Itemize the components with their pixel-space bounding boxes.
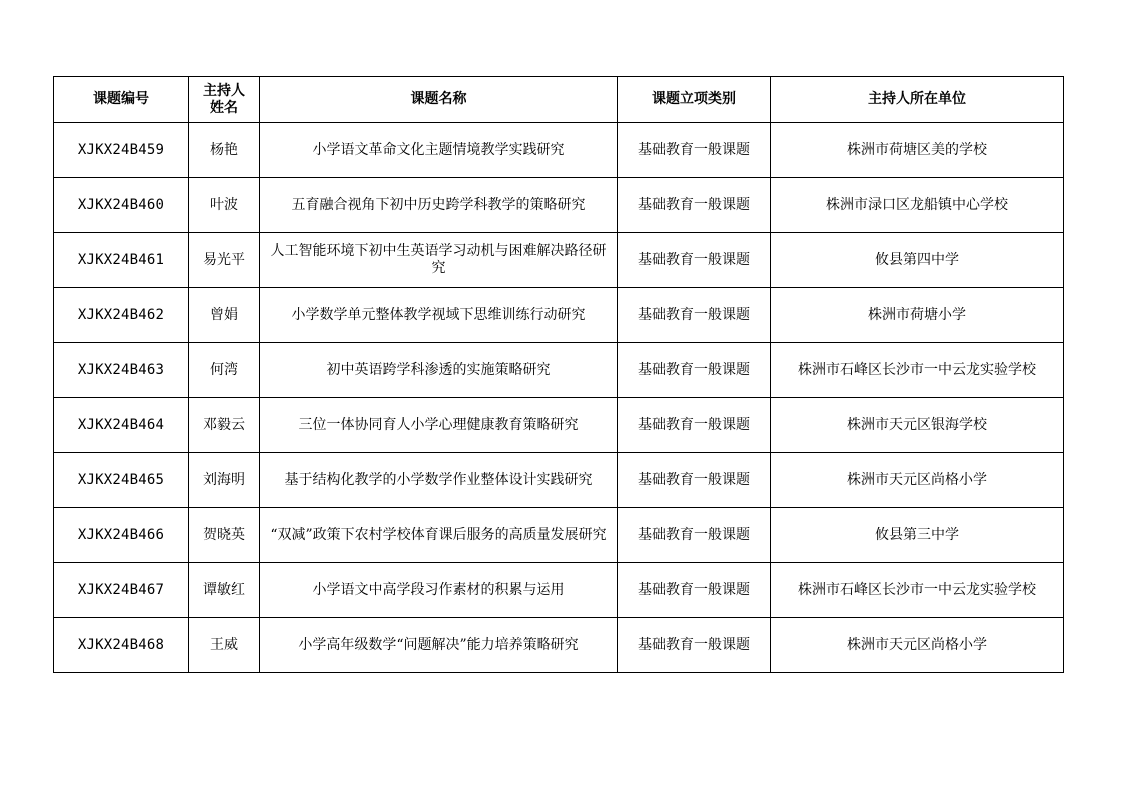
cell-category: 基础教育一般课题 [618, 123, 771, 178]
cell-code: XJKX24B461 [54, 233, 189, 288]
cell-code: XJKX24B463 [54, 343, 189, 398]
cell-host: 杨艳 [189, 123, 260, 178]
cell-unit: 攸县第四中学 [771, 233, 1064, 288]
cell-category: 基础教育一般课题 [618, 563, 771, 618]
cell-category: 基础教育一般课题 [618, 288, 771, 343]
cell-category: 基础教育一般课题 [618, 398, 771, 453]
header-title: 课题名称 [260, 77, 618, 123]
table-row [54, 398, 1064, 453]
cell-title: 小学高年级数学“问题解决”能力培养策略研究 [260, 618, 618, 673]
table-row [54, 178, 1064, 233]
table-row [54, 618, 1064, 673]
table-row [54, 563, 1064, 618]
header-code: 课题编号 [54, 77, 189, 123]
cell-title: 小学数学单元整体教学视域下思维训练行动研究 [260, 288, 618, 343]
cell-unit: 株洲市荷塘小学 [771, 288, 1064, 343]
table-row [54, 288, 1064, 343]
cell-category: 基础教育一般课题 [618, 618, 771, 673]
cell-title: 五育融合视角下初中历史跨学科教学的策略研究 [260, 178, 618, 233]
cell-title: 初中英语跨学科渗透的实施策略研究 [260, 343, 618, 398]
cell-host: 曾娟 [189, 288, 260, 343]
cell-category: 基础教育一般课题 [618, 178, 771, 233]
cell-code: XJKX24B464 [54, 398, 189, 453]
cell-title: 人工智能环境下初中生英语学习动机与困难解决路径研究 [260, 233, 618, 288]
table-body [54, 123, 1064, 673]
project-table [53, 76, 1064, 673]
cell-host: 谭敏红 [189, 563, 260, 618]
cell-host: 何湾 [189, 343, 260, 398]
cell-code: XJKX24B462 [54, 288, 189, 343]
cell-title: “双减”政策下农村学校体育课后服务的高质量发展研究 [260, 508, 618, 563]
cell-category: 基础教育一般课题 [618, 233, 771, 288]
table-row [54, 453, 1064, 508]
cell-category: 基础教育一般课题 [618, 343, 771, 398]
cell-unit: 攸县第三中学 [771, 508, 1064, 563]
cell-host: 易光平 [189, 233, 260, 288]
cell-unit: 株洲市石峰区长沙市一中云龙实验学校 [771, 563, 1064, 618]
cell-host: 王威 [189, 618, 260, 673]
cell-unit: 株洲市天元区尚格小学 [771, 453, 1064, 508]
table-row [54, 123, 1064, 178]
cell-title: 小学语文革命文化主题情境教学实践研究 [260, 123, 618, 178]
cell-code: XJKX24B467 [54, 563, 189, 618]
cell-code: XJKX24B466 [54, 508, 189, 563]
header-row [54, 77, 1064, 123]
header-unit: 主持人所在单位 [771, 77, 1064, 123]
cell-unit: 株洲市天元区尚格小学 [771, 618, 1064, 673]
cell-unit: 株洲市石峰区长沙市一中云龙实验学校 [771, 343, 1064, 398]
cell-code: XJKX24B465 [54, 453, 189, 508]
cell-code: XJKX24B460 [54, 178, 189, 233]
cell-code: XJKX24B468 [54, 618, 189, 673]
header-host-line1: 主持人 [203, 82, 245, 99]
table-row [54, 343, 1064, 398]
cell-category: 基础教育一般课题 [618, 453, 771, 508]
cell-host: 刘海明 [189, 453, 260, 508]
cell-title: 小学语文中高学段习作素材的积累与运用 [260, 563, 618, 618]
cell-unit: 株洲市渌口区龙船镇中心学校 [771, 178, 1064, 233]
cell-unit: 株洲市荷塘区美的学校 [771, 123, 1064, 178]
header-host-line2: 姓名 [210, 99, 238, 116]
cell-host: 邓毅云 [189, 398, 260, 453]
cell-title: 三位一体协同育人小学心理健康教育策略研究 [260, 398, 618, 453]
cell-host: 叶波 [189, 178, 260, 233]
cell-unit: 株洲市天元区银海学校 [771, 398, 1064, 453]
table-row [54, 233, 1064, 288]
header-host [189, 77, 260, 123]
header-category: 课题立项类别 [618, 77, 771, 123]
table-row [54, 508, 1064, 563]
cell-title: 基于结构化教学的小学数学作业整体设计实践研究 [260, 453, 618, 508]
cell-category: 基础教育一般课题 [618, 508, 771, 563]
table-header [54, 77, 1064, 123]
cell-host: 贺晓英 [189, 508, 260, 563]
cell-code: XJKX24B459 [54, 123, 189, 178]
